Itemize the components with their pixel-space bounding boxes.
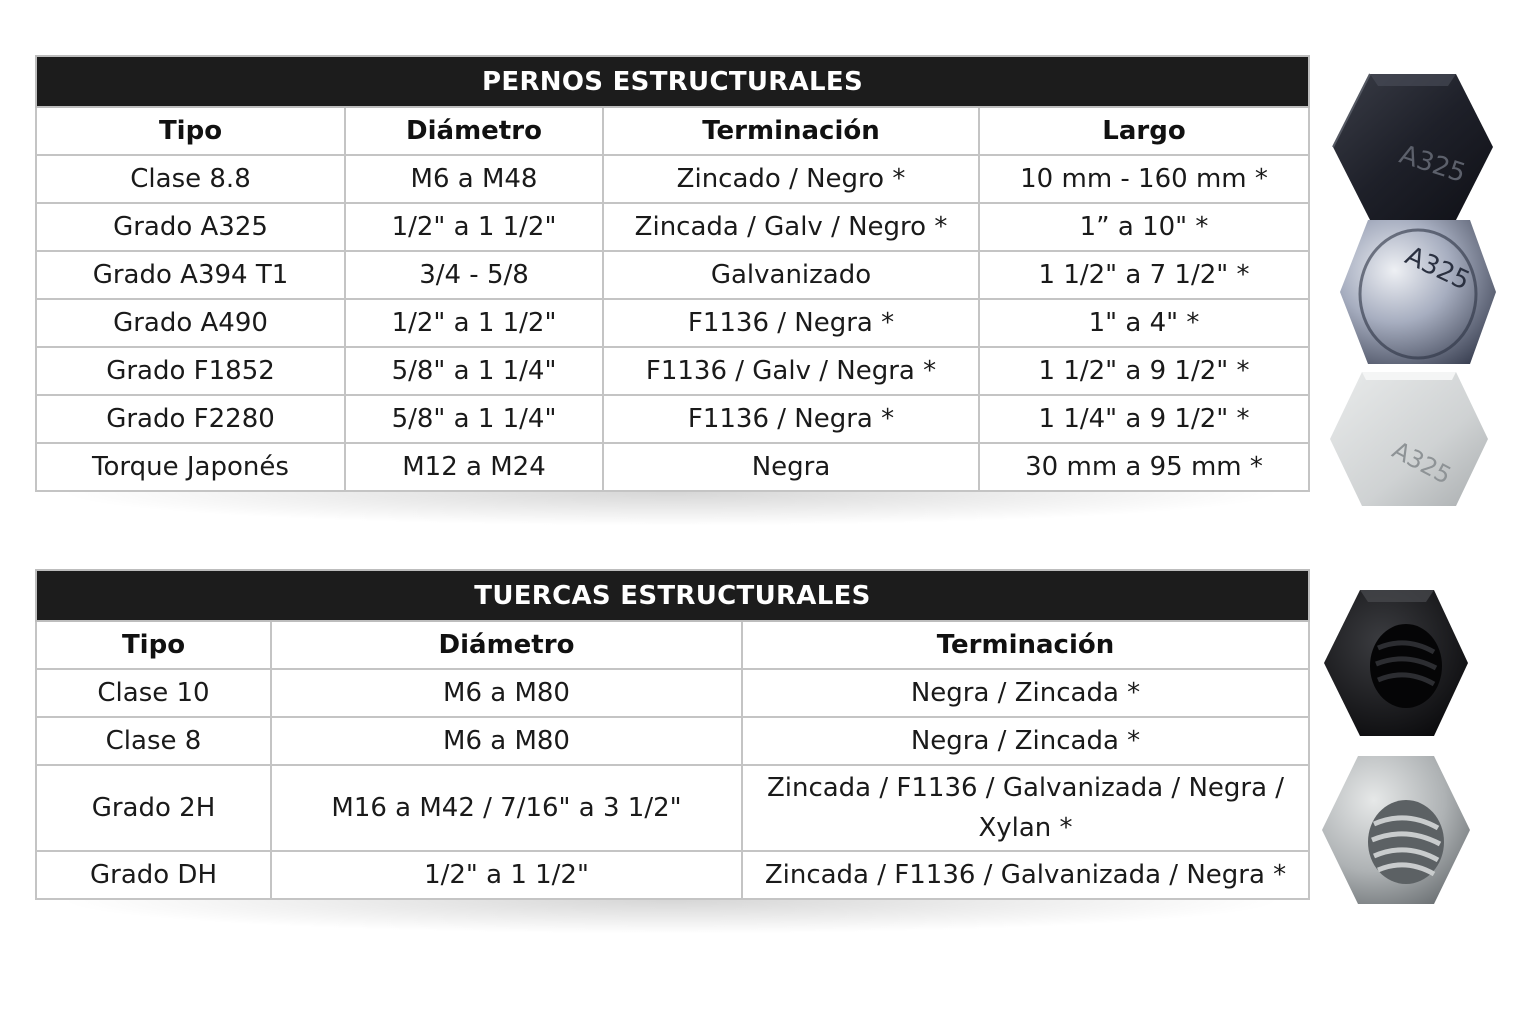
cell-terminacion: F1136 / Negra *	[603, 299, 979, 347]
bolt-stamp-text: A325	[1400, 240, 1475, 297]
cell-terminacion: Zincada / F1136 / Galvanizada / Negra / Xylan *	[742, 765, 1309, 851]
cell-diametro: M6 a M48	[345, 155, 603, 203]
cell-terminacion: F1136 / Galv / Negra *	[603, 347, 979, 395]
column-header-diametro: Diámetro	[345, 107, 603, 155]
table-row	[36, 443, 1309, 491]
cell-tipo: Grado A394 T1	[36, 251, 345, 299]
cell-diametro: 5/8" a 1 1/4"	[345, 395, 603, 443]
hex-nut-black-icon	[1322, 588, 1470, 738]
pernos-table-wrapper	[35, 55, 1308, 492]
cell-diametro: M12 a M24	[345, 443, 603, 491]
tuercas-title: TUERCAS ESTRUCTURALES	[36, 570, 1309, 621]
cell-terminacion: Zincado / Negro *	[603, 155, 979, 203]
bolt-head-zinc-icon	[1338, 218, 1498, 366]
cell-tipo: Clase 8	[36, 717, 271, 765]
cell-tipo: Grado 2H	[36, 765, 271, 851]
cell-diametro: M6 a M80	[271, 669, 742, 717]
cell-terminacion: F1136 / Negra *	[603, 395, 979, 443]
cell-tipo: Grado F2280	[36, 395, 345, 443]
cell-diametro: 5/8" a 1 1/4"	[345, 347, 603, 395]
table-row	[36, 155, 1309, 203]
column-header-terminacion: Terminación	[603, 107, 979, 155]
pernos-table	[35, 55, 1310, 492]
table-row	[36, 203, 1309, 251]
cell-tipo: Clase 10	[36, 669, 271, 717]
cell-largo: 1 1/4" a 9 1/2" *	[979, 395, 1309, 443]
hex-nut-galvanized-icon	[1320, 754, 1472, 906]
cell-largo: 1 1/2" a 7 1/2" *	[979, 251, 1309, 299]
cell-largo: 30 mm a 95 mm *	[979, 443, 1309, 491]
cell-terminacion: Negra / Zincada *	[742, 669, 1309, 717]
cell-tipo: Grado A325	[36, 203, 345, 251]
cell-terminacion: Negra / Zincada *	[742, 717, 1309, 765]
column-header-tipo: Tipo	[36, 621, 271, 669]
tuercas-table	[35, 569, 1310, 900]
table-row	[36, 851, 1309, 899]
cell-diametro: M16 a M42 / 7/16" a 3 1/2"	[271, 765, 742, 851]
cell-tipo: Grado A490	[36, 299, 345, 347]
cell-terminacion: Zincada / F1136 / Galvanizada / Negra *	[742, 851, 1309, 899]
table-row	[36, 669, 1309, 717]
cell-largo: 1" a 4" *	[979, 299, 1309, 347]
column-header-largo: Largo	[979, 107, 1309, 155]
bolt-head-black-icon	[1330, 72, 1495, 222]
cell-tipo: Grado DH	[36, 851, 271, 899]
cell-diametro: M6 a M80	[271, 717, 742, 765]
cell-tipo: Grado F1852	[36, 347, 345, 395]
bolt-head-galvanized-icon	[1328, 370, 1490, 508]
cell-tipo: Clase 8.8	[36, 155, 345, 203]
table-row	[36, 299, 1309, 347]
cell-terminacion: Zincada / Galv / Negro *	[603, 203, 979, 251]
cell-largo: 1” a 10" *	[979, 203, 1309, 251]
cell-terminacion: Galvanizado	[603, 251, 979, 299]
table-row	[36, 717, 1309, 765]
cell-tipo: Torque Japonés	[36, 443, 345, 491]
cell-diametro: 3/4 - 5/8	[345, 251, 603, 299]
column-header-terminacion: Terminación	[742, 621, 1309, 669]
cell-diametro: 1/2" a 1 1/2"	[345, 299, 603, 347]
pernos-title: PERNOS ESTRUCTURALES	[36, 56, 1309, 107]
cell-terminacion: Negra	[603, 443, 979, 491]
cell-largo: 10 mm - 160 mm *	[979, 155, 1309, 203]
tuercas-table-wrapper	[35, 569, 1308, 900]
table-row	[36, 765, 1309, 851]
cell-diametro: 1/2" a 1 1/2"	[271, 851, 742, 899]
cell-largo: 1 1/2" a 9 1/2" *	[979, 347, 1309, 395]
table-row	[36, 395, 1309, 443]
column-header-tipo: Tipo	[36, 107, 345, 155]
table-row	[36, 251, 1309, 299]
bolt-stamp-text: A325	[1395, 139, 1470, 190]
table-row	[36, 347, 1309, 395]
column-header-diametro: Diámetro	[271, 621, 742, 669]
bolt-stamp-text: A325	[1387, 435, 1456, 490]
cell-diametro: 1/2" a 1 1/2"	[345, 203, 603, 251]
